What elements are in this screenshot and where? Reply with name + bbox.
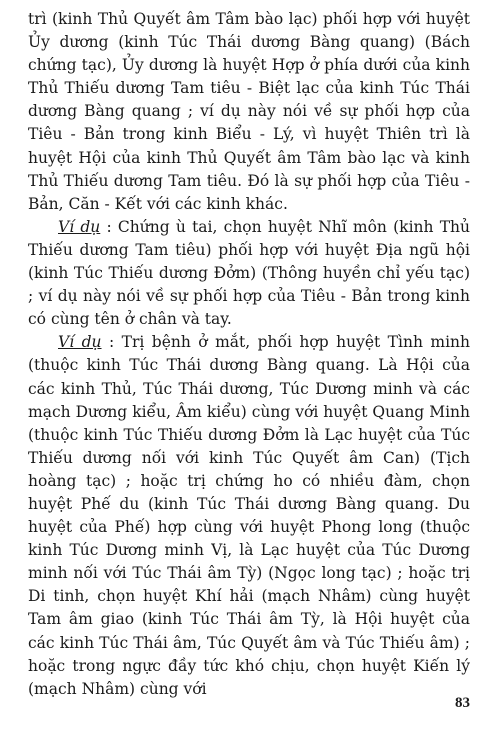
example-label: Ví dụ: [58, 217, 101, 236]
paragraph-example-2: [28, 331, 470, 701]
paragraph-text: trì (kinh Thủ Quyết âm Tâm bào lạc) phối hợp với huyệt Ủy dương (kinh Túc Thái dương Bàng quang) (Bách chứng tạc), Ủy dương là huyệt Hợp ở phía dưới của kinh Thủ Thiếu dương Tam tiêu - Biệt lạc của kinh Túc Thái dương Bàng quang ; ví dụ này nói về sự phối hợp của Tiêu - Bản trong kinh Biểu - Lý, vì huyệt Thiên trì là huyệt Hội của kinh Thủ Quyết âm Tâm bào lạc và kinh Thủ Thiếu dương Tam tiêu. Đó là sự phối hợp của Tiêu - Bản, Căn - Kết với các kinh khác.: [28, 10, 470, 213]
page-number: 83: [455, 695, 470, 711]
paragraph-text: : Chứng ù tai, chọn huyệt Nhĩ môn (kinh Thủ Thiếu dương Tam tiêu) phối hợp với huyệt Địa ngũ hội (kinh Túc Thiếu dương Đởm) (Thông huyền chỉ yếu tạc) ; ví dụ này nói về sự phối hợp của Tiêu - Bản trong kinh có cùng tên ở chân và tay.: [28, 217, 471, 329]
paragraph-continuation: [28, 8, 470, 216]
paragraph-text: : Trị bệnh ở mắt, phối hợp huyệt Tình minh (thuộc kinh Túc Thái dương Bàng quang. Là Hội của các kinh Thủ, Túc Thái dương, Túc Dương minh và các mạch Dương kiểu, Âm kiểu) cùng với huyệt Quang Minh (thuộc kinh Túc Thiếu dương Đởm là Lạc huyệt của Túc Thiếu dương nối với kinh Túc Quyết âm Can) (Tịch hoàng tạc) ; hoặc trị chứng ho có nhiều đàm, chọn huyệt Phế du (kinh Túc Thái dương Bàng quang. Du huyệt của Phế) hợp cùng với huyệt Phong long (thuộc kinh Túc Dương minh Vị, là Lạc huyệt của Túc Dương minh nối với Túc Thái âm Tỳ) (Ngọc long tạc) ; hoặc trị Di tinh, chọn huyệt Khí hải (mạch Nhâm) cùng huyệt Tam âm giao (kinh Túc Thái âm Tỳ, là Hội huyệt của các kinh Túc Thái âm, Túc Quyết âm và Túc Thiếu âm) ; hoặc trong ngực đầy tức khó chịu, chọn huyệt Kiến lý (mạch Nhâm) cùng với: [28, 333, 470, 698]
example-label: Ví dụ: [58, 333, 102, 352]
paragraph-example-1: [28, 216, 470, 331]
